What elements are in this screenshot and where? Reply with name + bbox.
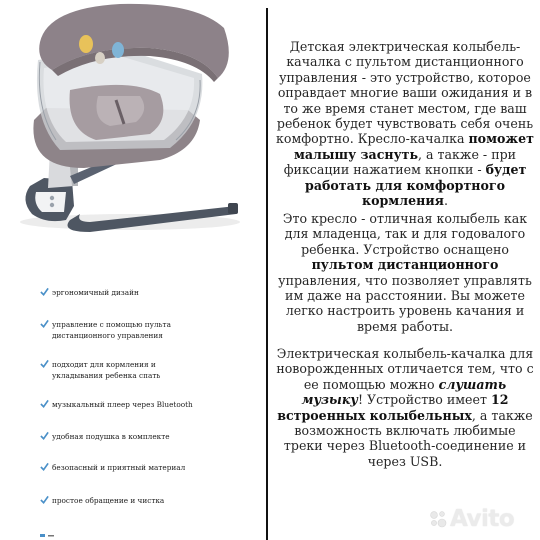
paragraph-text: . <box>443 193 448 209</box>
product-photo <box>0 0 265 270</box>
feature-text: безопасный и приятный материал <box>52 463 186 472</box>
paragraph-text: , а также возможность включать любимые треки через Bluetooth-соединение и через USB. <box>283 407 533 469</box>
watermark-text: Avito <box>450 506 515 532</box>
checkmark-icon <box>40 462 49 472</box>
feature-text: управление с помощью пульта дистанционного управления <box>52 320 171 340</box>
paragraph-emphasis: слушать музыку <box>301 376 507 408</box>
feature-text: подходит для кормления и укладывания ребенка спать <box>52 360 161 380</box>
paragraph-text: Это кресло - отличная колыбель как для младенца, так и для годовалого ребенка. Устройство оснащено <box>282 211 528 257</box>
divider-rule <box>266 8 268 540</box>
checkmark-icon <box>40 431 49 441</box>
list-item <box>40 462 185 473</box>
paragraph-text: управления, что позволяет управлять им даже на расстоянии. Вы можете легко настроить уровень качания и время работы. <box>278 272 532 334</box>
avito-logo-icon <box>428 509 448 529</box>
checkmark-icon <box>40 287 49 297</box>
paragraph-emphasis: будет работать для комфортного кормления <box>305 162 527 209</box>
feature-text: удобная подушка в комплекте <box>52 432 170 441</box>
checkmark-icon <box>40 399 49 409</box>
feature-text: простое обращение и чистка <box>52 496 165 505</box>
description-paragraph <box>276 346 534 469</box>
checkmark-icon <box>40 495 49 505</box>
cut-off-checkmark-icon <box>40 533 54 537</box>
paragraph-text: ! Устройство имеет <box>357 392 491 408</box>
description-paragraph <box>276 211 534 334</box>
checkmark-icon <box>40 359 49 369</box>
feature-text: музыкальный плеер через Bluetooth <box>52 400 193 409</box>
list-item <box>40 431 170 442</box>
list-item <box>40 359 192 381</box>
list-item <box>40 399 193 410</box>
paragraph-emphasis: пультом дистанционного <box>311 257 499 273</box>
paragraph-text: Электрическая колыбель-качалка для новорожденных отличается тем, что с ее помощью можно <box>276 346 534 392</box>
checkmark-icon <box>40 319 49 329</box>
list-item <box>40 287 139 298</box>
list-item <box>40 319 192 341</box>
description-paragraph <box>276 39 534 208</box>
paragraph-emphasis: 12 встроенных колыбельных <box>277 392 509 423</box>
feature-text: эргономичный дизайн <box>52 288 139 297</box>
paragraph-text: Детская электрическая колыбель-качалка с пультом дистанционного управления - это устройство, которое оправдает многие ваши ожидания и в то же время станет местом, где ваш ребенок будет чувствовать себя очень комфортно. Кресло-качалка <box>276 39 534 147</box>
paragraph-text: , а также - при фиксации нажатием кнопки - <box>283 146 517 178</box>
list-item <box>40 495 164 506</box>
avito-watermark <box>428 506 514 532</box>
paragraph-emphasis: поможет малышу заснуть <box>293 131 534 162</box>
